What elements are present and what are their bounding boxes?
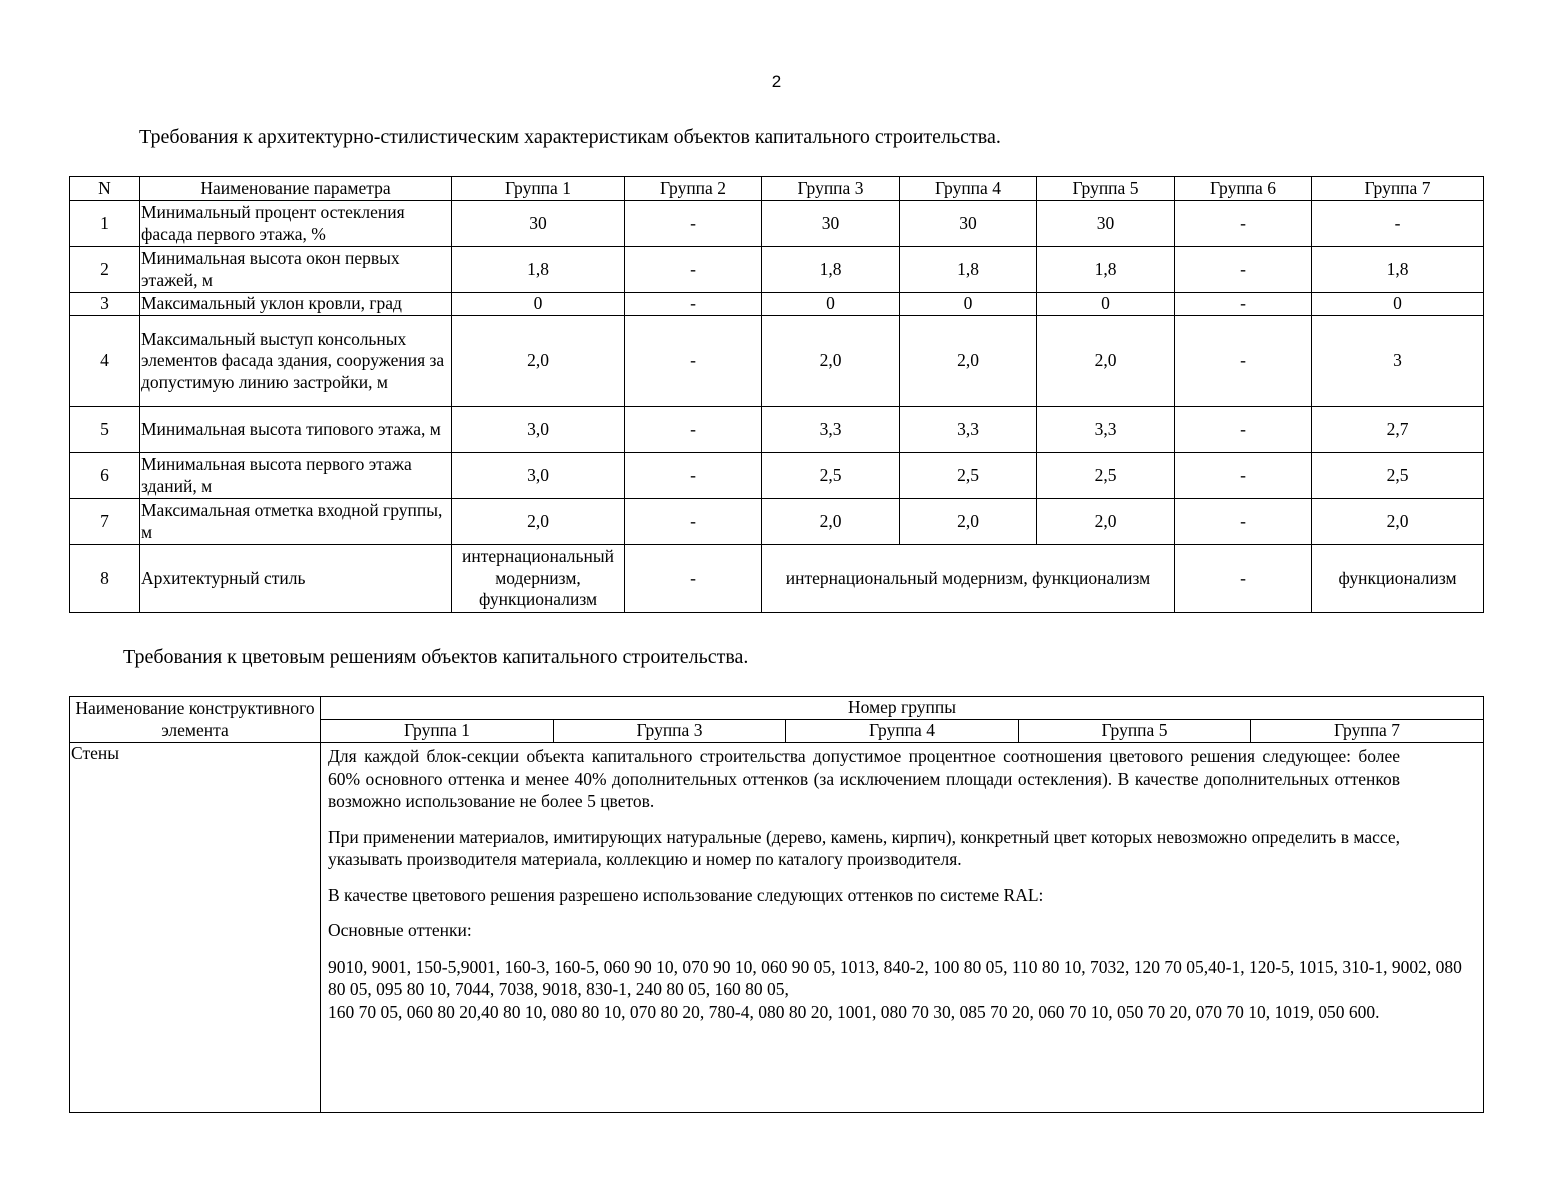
value-cell: - <box>625 499 762 545</box>
value-cell: 1,8 <box>452 247 625 293</box>
value-cell: 2,0 <box>762 499 900 545</box>
header-cell: Группа 3 <box>762 177 900 201</box>
color-list-line: 9010, 9001, 150-5,9001, 160-3, 160-5, 060 90 10, 070 90 10, 060 90 05, 1013, 840-2, 100 80 05, 110 80 10, 7032, 120 70 05,40-1, 120-5, 1015, 310-1, 9002, 080 80 05, 095 80 10, 7044, 7038, 9018, 830-1, 240 80 05, 160 80 05, <box>328 956 1462 999</box>
value-cell: 3,0 <box>452 407 625 453</box>
row-number: 4 <box>70 316 140 407</box>
value-cell: - <box>1175 407 1312 453</box>
value-cell: - <box>1175 293 1312 316</box>
value-cell: функционализм <box>1312 545 1484 613</box>
parameter-name: Максимальный выступ консольных элементов фасада здания, сооружения за допустимую линию застройки, м <box>140 316 452 407</box>
section-title-architecture: Требования к архитектурно-стилистическим характеристикам объектов капитального строительства. <box>139 126 1001 148</box>
value-cell: - <box>625 407 762 453</box>
header-cell: N <box>70 177 140 201</box>
value-cell: - <box>1175 201 1312 247</box>
group-header: Группа 7 <box>1251 720 1484 743</box>
parameter-name: Архитектурный стиль <box>140 545 452 613</box>
value-cell: 3,0 <box>452 453 625 499</box>
value-cell: - <box>1312 201 1484 247</box>
header-cell: Группа 4 <box>900 177 1037 201</box>
value-cell: 2,0 <box>1312 499 1484 545</box>
table-row <box>70 407 1484 453</box>
table-header-row <box>70 697 1484 720</box>
value-cell: - <box>1175 453 1312 499</box>
value-cell: 30 <box>1037 201 1175 247</box>
value-cell: 2,5 <box>1312 453 1484 499</box>
value-cell: 2,5 <box>1037 453 1175 499</box>
row-number: 1 <box>70 201 140 247</box>
table-row <box>70 545 1484 613</box>
parameter-name: Минимальный процент остекления фасада первого этажа, % <box>140 201 452 247</box>
group-header: Группа 4 <box>786 720 1019 743</box>
value-cell: 1,8 <box>900 247 1037 293</box>
paragraph: В качестве цветового решения разрешено использование следующих оттенков по системе RAL: <box>328 884 1044 905</box>
header-cell: Группа 2 <box>625 177 762 201</box>
group-header: Группа 3 <box>554 720 786 743</box>
value-cell: - <box>1175 247 1312 293</box>
architecture-requirements-table <box>69 176 1484 613</box>
value-cell: 2,0 <box>452 499 625 545</box>
table-row <box>70 499 1484 545</box>
paragraph: Для каждой блок-секции объекта капитального строительства допустимое процентное соотношения цветового решения следующее: более 60% основного оттенка и менее 40% дополнительных оттенков (за исключением площади остекления). В качестве дополнительных оттенков возможно использование не более 5 цветов. <box>328 746 1401 811</box>
parameter-name: Минимальная высота первого этажа зданий, м <box>140 453 452 499</box>
parameter-name: Максимальная отметка входной группы, м <box>140 499 452 545</box>
value-cell: 0 <box>1312 293 1484 316</box>
value-cell-merged: интернациональный модернизм, функционализм <box>762 545 1175 613</box>
value-cell: - <box>625 453 762 499</box>
parameter-name: Максимальный уклон кровли, град <box>140 293 452 316</box>
value-cell: 2,0 <box>900 499 1037 545</box>
element-name: Стены <box>70 743 321 1113</box>
value-cell: 2,0 <box>1037 316 1175 407</box>
value-cell: - <box>625 247 762 293</box>
row-number: 5 <box>70 407 140 453</box>
row-number: 2 <box>70 247 140 293</box>
value-cell: - <box>1175 316 1312 407</box>
value-cell: 30 <box>452 201 625 247</box>
parameter-name: Минимальная высота типового этажа, м <box>140 407 452 453</box>
header-cell: Наименование параметра <box>140 177 452 201</box>
table-row <box>70 293 1484 316</box>
value-cell: 30 <box>900 201 1037 247</box>
row-number: 7 <box>70 499 140 545</box>
table-header-row <box>70 177 1484 201</box>
value-cell: 3,3 <box>762 407 900 453</box>
value-cell: 2,7 <box>1312 407 1484 453</box>
value-cell: - <box>1175 545 1312 613</box>
parameter-name: Минимальная высота окон первых этажей, м <box>140 247 452 293</box>
description-cell <box>321 743 1484 1113</box>
row-number: 6 <box>70 453 140 499</box>
paragraph: При применении материалов, имитирующих натуральные (дерево, камень, кирпич), конкретный цвет которых невозможно определить в массе, указывать производителя материала, коллекцию и номер по каталогу производителя. <box>328 826 1401 869</box>
value-cell: - <box>625 316 762 407</box>
value-cell: 0 <box>900 293 1037 316</box>
value-cell: - <box>625 201 762 247</box>
table-row <box>70 743 1484 1113</box>
value-cell: - <box>625 545 762 613</box>
value-cell: 3,3 <box>900 407 1037 453</box>
header-cell: Группа 6 <box>1175 177 1312 201</box>
row-number: 8 <box>70 545 140 613</box>
value-cell: 0 <box>452 293 625 316</box>
header-cell: Группа 5 <box>1037 177 1175 201</box>
color-list-line: 160 70 05, 060 80 20,40 80 10, 080 80 10, 070 80 20, 780-4, 080 80 20, 1001, 080 70 30, 085 70 20, 060 70 10, 050 70 20, 070 70 10, 1019, 050 600. <box>328 1001 1380 1022</box>
row-number: 3 <box>70 293 140 316</box>
value-cell: 2,5 <box>762 453 900 499</box>
group-header: Группа 1 <box>321 720 554 743</box>
value-cell: 1,8 <box>762 247 900 293</box>
section-title-colors: Требования к цветовым решениям объектов капитального строительства. <box>123 646 749 668</box>
group-header: Группа 5 <box>1019 720 1251 743</box>
value-cell: 1,8 <box>1037 247 1175 293</box>
value-cell: 3,3 <box>1037 407 1175 453</box>
table-row <box>70 316 1484 407</box>
value-cell: 2,0 <box>452 316 625 407</box>
value-cell: 30 <box>762 201 900 247</box>
value-cell: - <box>1175 499 1312 545</box>
page-number: 2 <box>771 72 782 91</box>
paragraph: Основные оттенки: <box>328 920 472 940</box>
header-cell: Группа 1 <box>452 177 625 201</box>
value-cell: 2,0 <box>900 316 1037 407</box>
header-cell: Группа 7 <box>1312 177 1484 201</box>
value-cell: 2,5 <box>900 453 1037 499</box>
color-requirements-table <box>69 696 1484 1113</box>
value-cell: 0 <box>762 293 900 316</box>
value-cell: интернациональный модернизм, функционализм <box>452 545 625 613</box>
value-cell: 0 <box>1037 293 1175 316</box>
value-cell: 1,8 <box>1312 247 1484 293</box>
value-cell: 2,0 <box>762 316 900 407</box>
group-number-header: Номер группы <box>321 697 1484 720</box>
value-cell: - <box>625 293 762 316</box>
element-column-header: Наименование конструктивного элемента <box>70 697 321 743</box>
table-row <box>70 247 1484 293</box>
value-cell: 3 <box>1312 316 1484 407</box>
table-row <box>70 453 1484 499</box>
table-row <box>70 201 1484 247</box>
value-cell: 2,0 <box>1037 499 1175 545</box>
